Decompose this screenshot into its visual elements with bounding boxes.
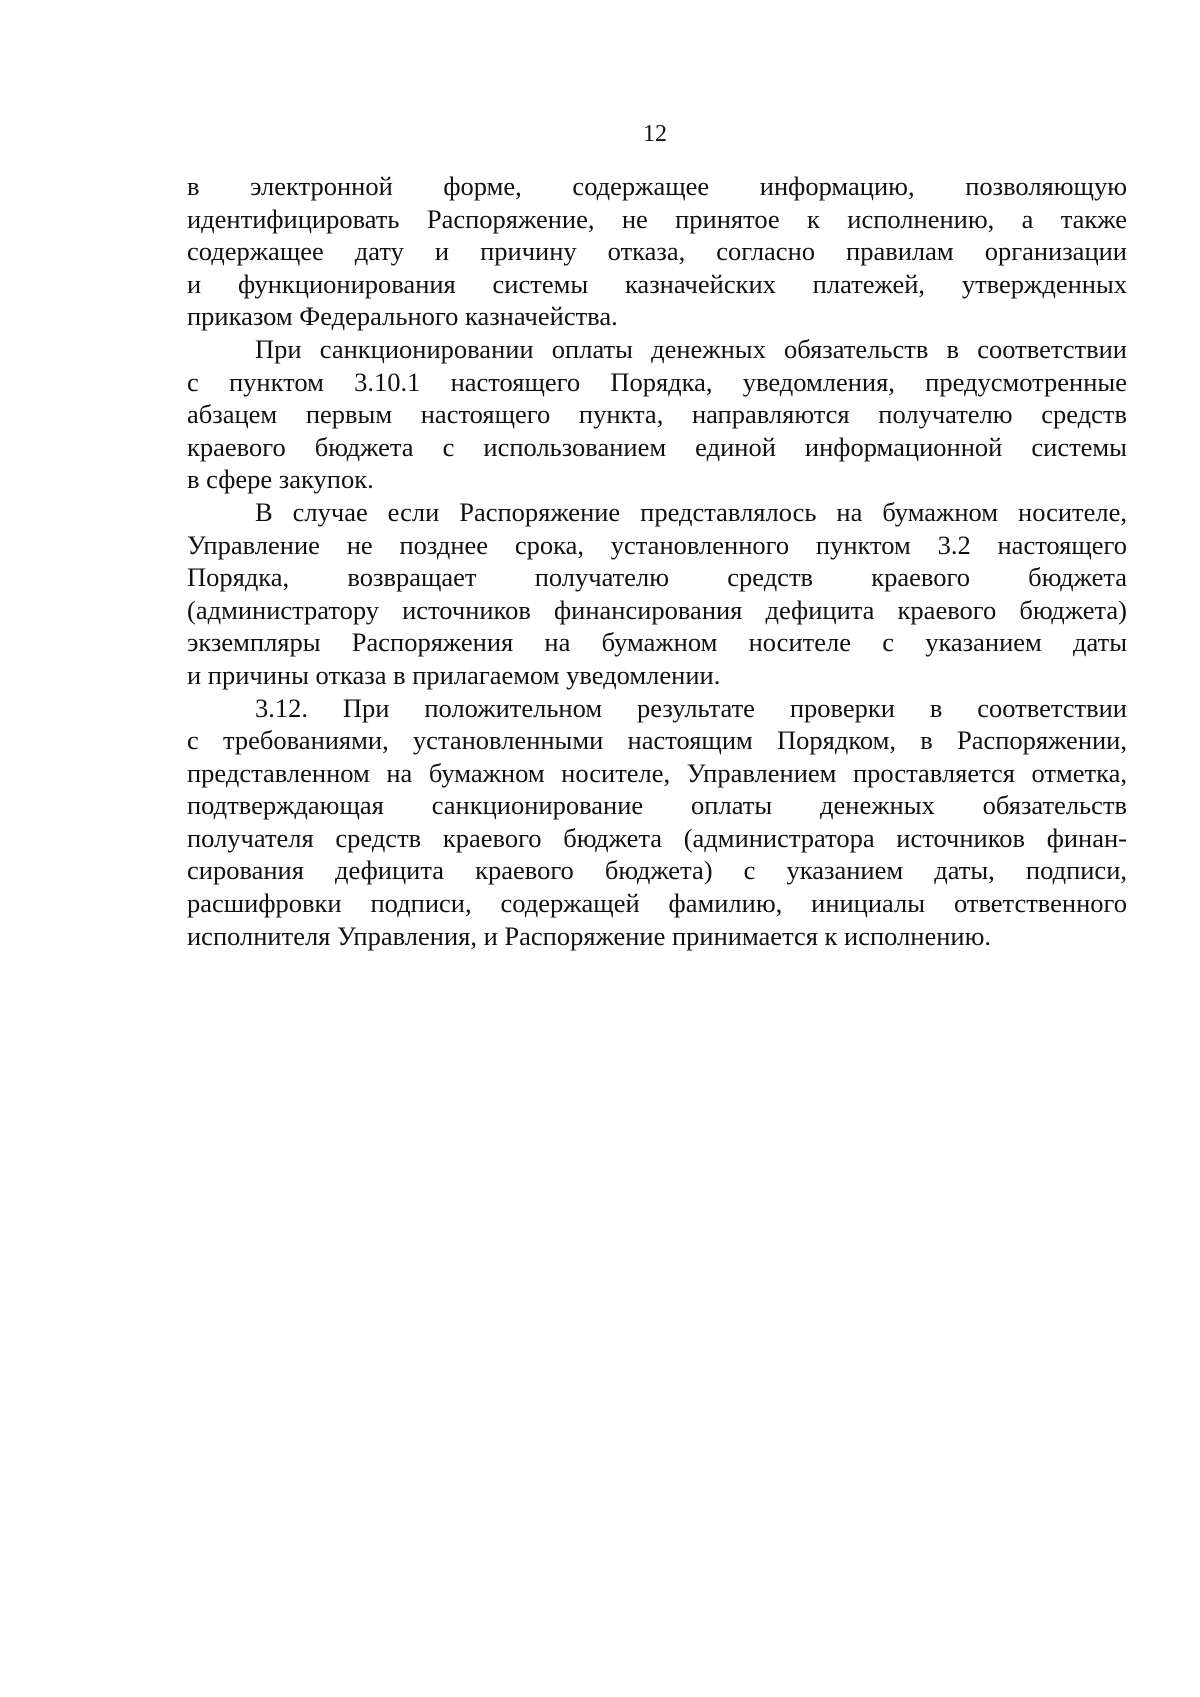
- paragraph-line: краевого бюджета с использованием единой информационной системы: [187, 431, 1127, 462]
- paragraph-line: В случае если Распоряжение представлялось на бумажном носителе,: [255, 496, 1127, 527]
- paragraph-line: приказом Федерального казначейства.: [187, 301, 618, 332]
- paragraph-line: и функционирования системы казначейских платежей, утвержденных: [187, 268, 1127, 299]
- paragraph-line: экземпляры Распоряжения на бумажном носителе с указанием даты: [187, 627, 1127, 658]
- document-body: [187, 170, 1127, 952]
- paragraph-line: подтверждающая санкционирование оплаты денежных обязательств: [187, 790, 1127, 821]
- paragraph-line: содержащее дату и причину отказа, согласно правилам организации: [187, 236, 1127, 267]
- paragraph-line: и причины отказа в прилагаемом уведомлении.: [187, 659, 721, 690]
- paragraph-line: абзацем первым настоящего пункта, направляются получателю средств: [187, 399, 1127, 430]
- paragraph-line: в сфере закупок.: [187, 464, 374, 495]
- paragraph-line: с пунктом 3.10.1 настоящего Порядка, уведомления, предусмотренные: [187, 366, 1127, 397]
- page-number: 12: [643, 121, 667, 147]
- paragraph-line: расшифровки подписи, содержащей фамилию, инициалы ответственного: [187, 888, 1127, 919]
- paragraph-line: идентифицировать Распоряжение, не принятое к исполнению, а также: [187, 203, 1127, 234]
- paragraph-line: сирования дефицита краевого бюджета) с указанием даты, подписи,: [187, 855, 1127, 886]
- paragraph-line: При санкционировании оплаты денежных обязательств в соответствии: [255, 333, 1127, 364]
- paragraph-procurement-system: [187, 333, 1127, 496]
- paragraph-line: Управление не позднее срока, установленного пунктом 3.2 настоящего: [187, 529, 1127, 560]
- paragraph-line: представленном на бумажном носителе, Управлением проставляется отметка,: [187, 757, 1127, 788]
- paragraph-section-3-12: [187, 692, 1127, 953]
- paragraph-paper-return: [187, 496, 1127, 692]
- paragraph-rejection-notice: [187, 170, 1127, 333]
- paragraph-line: получателя средств краевого бюджета (администратора источников финан-: [187, 822, 1127, 853]
- paragraph-line: исполнителя Управления, и Распоряжение принимается к исполнению.: [187, 920, 992, 951]
- paragraph-line: с требованиями, установленными настоящим Порядком, в Распоряжении,: [187, 725, 1127, 756]
- paragraph-line: (администратору источников финансирования дефицита краевого бюджета): [187, 594, 1127, 625]
- paragraph-line: Порядка, возвращает получателю средств краевого бюджета: [187, 562, 1127, 593]
- paragraph-line: в электронной форме, содержащее информацию, позволяющую: [187, 171, 1127, 201]
- paragraph-line: 3.12. При положительном результате проверки в соответствии: [255, 692, 1127, 723]
